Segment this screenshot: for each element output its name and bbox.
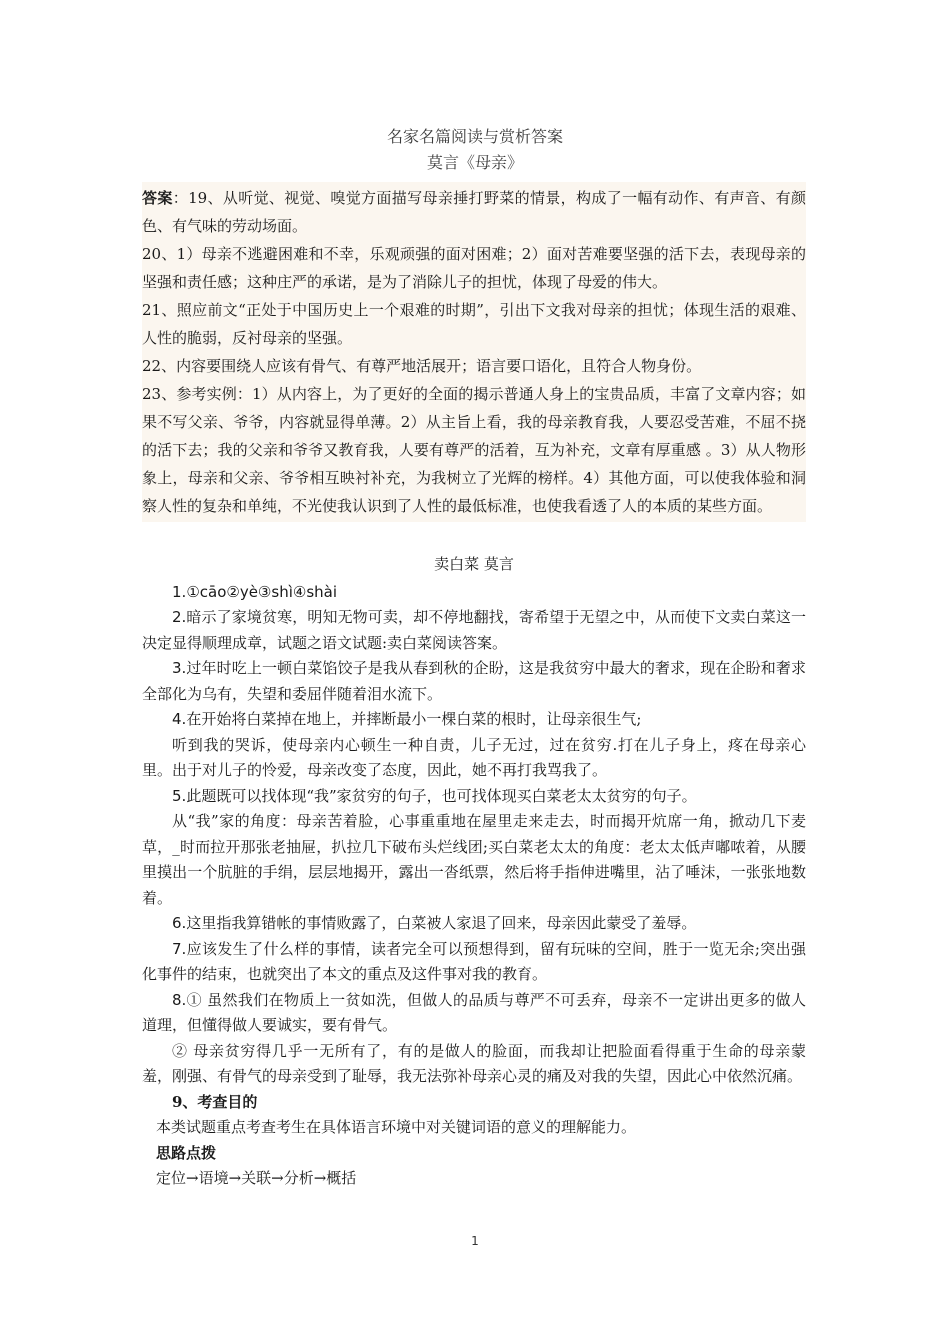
answer-20: 20、1）母亲不逃避困难和不幸，乐观顽强的面对困难；2）面对苦难要坚强的活下去，表现母亲的坚强和责任感；这种庄严的承诺，是为了消除儿子的担忧，体现了母爱的伟大。: [142, 245, 806, 291]
answer-2: 2.暗示了家境贫寒，明知无物可卖，却不停地翻找，寄希望于无望之中，从而使下文卖白菜这一决定显得顺理成章，试题之语文试题:卖白菜阅读答案。: [142, 608, 806, 652]
answer-5-continued: 从“我”家的角度：母亲苦着脸，心事重重地在屋里走来走去，时而揭开炕席一角，掀动几下麦草，_时而拉开那张老抽屉，扒拉几下破布头烂线团;买白菜老太太的角度：老太太低声嘟哝着，从腰里摸出一个肮脏的手绢，层层地揭开，露出一沓纸票，然后将手指伸进嘴里，沾了唾沫，一张张地数着。: [142, 812, 806, 907]
answer-9-heading: 9、考查目的: [172, 1092, 258, 1111]
answer-9-text: 本类试题重点考查考生在具体语言环境中对关键词语的意义的理解能力。: [156, 1118, 637, 1136]
answer-3: 3.过年时吃上一顿白菜馅饺子是我从春到秋的企盼，这是我贫穷中最大的奢求，现在企盼和奢求全部化为乌有，失望和委屈伴随着泪水流下。: [142, 659, 806, 703]
answer-21: 21、照应前文“正处于中国历史上一个艰难的时期”，引出下文我对母亲的担忧；体现生活的艰难、人性的脆弱，反衬母亲的坚强。: [142, 301, 806, 347]
page-number: 1: [471, 1234, 479, 1248]
answer-23: 23、参考实例：1）从内容上，为了更好的全面的揭示普通人身上的宝贵品质，丰富了文章内容；如果不写父亲、爷爷，内容就显得单薄。2）从主旨上看，我的母亲教育我，人要忍受苦难，不屈不挠的活下去；我的父亲和爷爷又教育我，人要有尊严的活着，互为补充，文章有厚重感 。3）从人物形象上，母亲和父亲、爷爷相互映衬补充，为我树立了光辉的榜样。4）其他方面，可以使我体验和洞察人性的复杂和单纯，不光使我认识到了人性的最低标准，也使我看透了人的本质的某些方面。: [142, 385, 806, 515]
section-title: 卖白菜 莫言: [434, 555, 514, 573]
answer-22: 22、内容要围绕人应该有骨气、有尊严地活展开；语言要口语化，且符合人物身份。: [142, 357, 702, 375]
answer-8-continued: ② 母亲贫穷得几乎一无所有了，有的是做人的脸面，而我却让把脸面看得重于生命的母亲蒙羞，刚强、有骨气的母亲受到了耻辱，我无法弥补母亲心灵的痛及对我的失望，因此心中依然沉痛。: [142, 1041, 806, 1085]
document-subtitle: 莫言《母亲》: [426, 153, 523, 172]
answer-1: 1.①cāo②yè③shì④shài: [172, 582, 337, 601]
answer-7: 7.应该发生了什么样的事情，读者完全可以预想得到，留有玩味的空间，胜于一览无余;突出强化事件的结束，也就突出了本文的重点及这件事对我的教育。: [142, 939, 806, 983]
hint-text: 定位→语境→关联→分析→概括: [156, 1169, 357, 1187]
answer-19: 答案：19、从听觉、视觉、嗅觉方面描写母亲捶打野菜的情景，构成了一幅有动作、有声音、有颜色、有气味的劳动场面。: [142, 189, 806, 235]
cabbage-answers-block: [142, 552, 806, 1192]
answer-4-continued: 听到我的哭诉，使母亲内心顿生一种自责，儿子无过，过在贫穷.打在儿子身上，疼在母亲心里。出于对儿子的怜爱，母亲改变了态度，因此，她不再打我骂我了。: [142, 735, 806, 779]
mother-answers-block: [142, 182, 806, 522]
answer-8: 8.① 虽然我们在物质上一贫如洗，但做人的品质与尊严不可丢弃，母亲不一定讲出更多的做人道理，但懂得做人要诚实，要有骨气。: [142, 990, 806, 1034]
answer-label: 答案: [142, 189, 173, 207]
answer-5: 5.此题既可以找体现“我”家贫穷的句子，也可找体现买白菜老太太贫穷的句子。: [172, 786, 697, 805]
document-title: 名家名篇阅读与赏析答案: [386, 127, 563, 146]
hint-heading: 思路点拨: [156, 1143, 217, 1162]
answer-6: 6.这里指我算错帐的事情败露了，白菜被人家退了回来，母亲因此蒙受了羞辱。: [172, 914, 697, 932]
answer-4: 4.在开始将白菜掉在地上，并摔断最小一棵白菜的根时，让母亲很生气;: [172, 710, 642, 728]
